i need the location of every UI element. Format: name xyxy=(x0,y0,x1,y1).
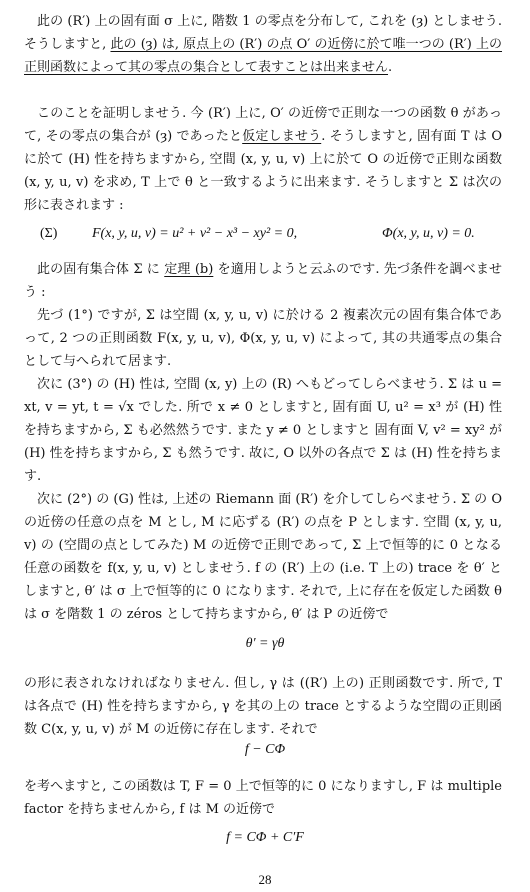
equation-system-sigma xyxy=(40,226,475,242)
paragraph-conclusion: を考へますと, この函数は T, F = 0 上で恒等的に 0 になりますし, F は multiple factor を持ちませんから, f は M の近傍で xyxy=(24,779,502,817)
equation-theta-prime: θ′ = γθ xyxy=(245,636,285,651)
intro-underlined-claim: 此の (ȝ) は, 原点上の (R′) の点 O′ の近傍に於て唯一つの (R′) 上の正則函数によって其の零点の集合として表すことは出来ません xyxy=(24,37,503,75)
apply-theorem-text: 此の固有集合体 Σ に xyxy=(37,262,165,277)
proof-setup-rest: . そうしますと, 固有面 T は O に於て (H) 性を持ちますから, 空間 (x, y, u, v) 上に於て O の近傍で正則な函数 (x, y, u, v) を求め, T 上で θ と一致するように出来ます. そうしますと Σ は次の形に表されます : xyxy=(24,129,502,213)
paragraph-condition-3: 次に (3°) の (H) 性は, 空間 (x, y) 上の (R) へもどってしらべませう. Σ は u = xt, v = yt, t = √x でした. 所で x ≠ 0 としますと, 固有面 U, u² = x³ が (H) 性を持ちますから, Σ も必然然うです. また y ≠ 0 としますと 固有面 V, v² = xy² が (H) 性を持ちますから, Σ も然うです. 故に, O 以外の各点で Σ は (H) 性を持ちます. xyxy=(24,377,502,484)
equation-phi: Φ(x, y, u, v) = 0. xyxy=(382,226,475,241)
equation-f: F(x, y, u, v) = u² + v² − x³ − xy² = 0, xyxy=(92,226,298,241)
apply-theorem-rest: を適用しようと云ふのです. 先づ条件を調べませう : xyxy=(24,262,503,300)
theorem-b-reference: 定理 (b) xyxy=(164,262,214,277)
paragraph-gamma: の形に表されなければなりません. 但し, γ は ((R′) 上の) 正則函数です. 所で, T は各点で (H) 性を持ちますから, γ を其の上の trace とするような空間の正則函数 C(x, y, u, v) が M の近傍に存在します. それで xyxy=(24,676,502,737)
paragraph-condition-2: 次に (2°) の (G) 性は, 上述の Riemann 面 (R′) を介してしらべませう. Σ の O の近傍の任意の点を M とし, M に応ずる (R′) の点を P とします. 空間 (x, y, u, v) の (空間の点としてみた) M の近傍で正則であって, Σ 上で恒等的に 0 となる任意の函数を f(x, y, u, v) としませう. f の (R′) 上の (i.e. T 上の) trace を θ′ としますと, θ′ は σ 上で恒等的に 0 になります. それで, 上に存在を仮定した函数 θ は σ を階数 1 の zéros として持ちますから, θ′ は P の近傍で xyxy=(24,492,502,622)
page-number: 28 xyxy=(258,872,272,887)
paragraph-apply-theorem xyxy=(24,258,502,304)
equation-f-minus-c-phi: f − CΦ xyxy=(244,742,286,757)
equation-tag-sigma: (Σ) xyxy=(40,226,58,241)
intro-text: 此の (R′) 上の固有面 σ 上に, 階数 1 の零点を分布して, これを (ȝ) としませう. そうしますと, xyxy=(24,14,502,52)
intro-end: . xyxy=(388,60,393,75)
proof-setup-underlined: 仮定しませう xyxy=(242,129,322,144)
proof-setup-text: このことを証明しませう. 今 (R′) 上に, O′ の近傍で正則な一つの函数 θ があって, その零点の集合が (ȝ) であったと xyxy=(24,106,502,144)
paragraph-intro xyxy=(24,10,502,79)
paragraph-proof-setup xyxy=(24,102,502,217)
equation-f-decomposition: f = CΦ + C′F xyxy=(226,830,304,845)
paragraph-condition-1: 先づ (1°) ですが, Σ は空間 (x, y, u, v) に於ける 2 複素次元の固有集合体であって, 2 つの正則函数 F(x, y, u, v), Φ(x, y, u, v) によって, 其の共通零点の集合として与へられて居ます. xyxy=(24,308,502,369)
